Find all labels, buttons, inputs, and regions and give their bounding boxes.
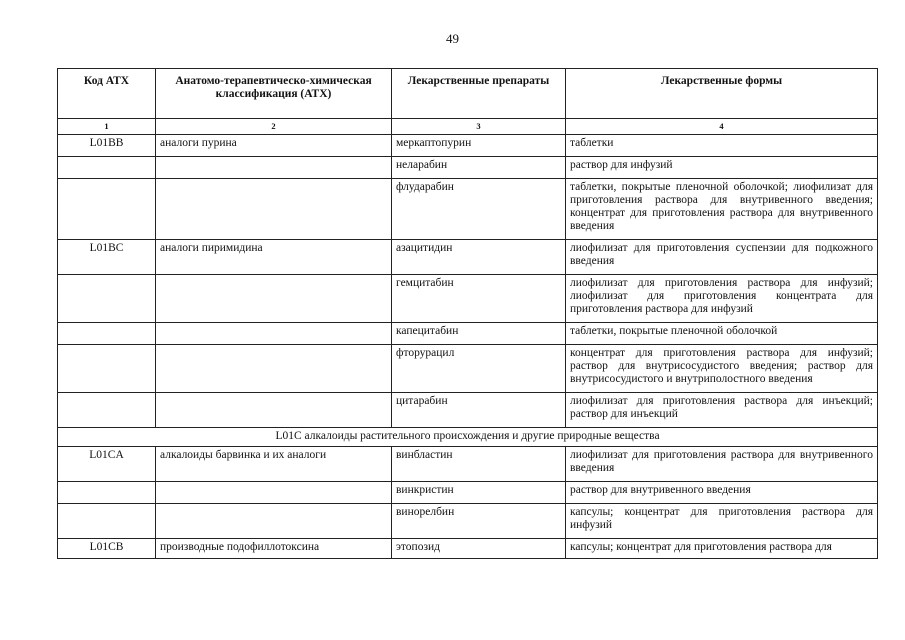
column-number: 2	[156, 119, 392, 135]
atx-code-cell	[58, 157, 156, 179]
drug-cell: винкристин	[392, 482, 566, 504]
forms-cell: концентрат для приготовления раствора для инфузий; раствор для внутрисосудистого введения; раствор для внутрисосудистого и внутриполостного введения	[566, 345, 878, 393]
classification-cell	[156, 393, 392, 428]
column-number-row	[58, 119, 878, 135]
classification-cell: производные подофиллотоксина	[156, 539, 392, 559]
atx-code-cell	[58, 179, 156, 240]
drug-cell: капецитабин	[392, 323, 566, 345]
header-classification: Анатомо-терапевтическо-химическая классификация (АТХ)	[156, 69, 392, 119]
forms-cell: лиофилизат для приготовления раствора для внутривенного введения	[566, 447, 878, 482]
drug-cell: винорелбин	[392, 504, 566, 539]
forms-cell: капсулы; концентрат для приготовления раствора для	[566, 539, 878, 559]
atx-code-cell: L01BB	[58, 135, 156, 157]
classification-cell	[156, 482, 392, 504]
drug-cell: этопозид	[392, 539, 566, 559]
forms-cell: раствор для инфузий	[566, 157, 878, 179]
classification-cell: аналоги пиримидина	[156, 240, 392, 275]
drug-cell: винбластин	[392, 447, 566, 482]
atx-code-cell	[58, 345, 156, 393]
classification-cell	[156, 179, 392, 240]
column-number: 4	[566, 119, 878, 135]
classification-cell: аналоги пурина	[156, 135, 392, 157]
group-heading: L01C алкалоиды растительного происхождения и другие природные вещества	[58, 428, 878, 447]
classification-cell	[156, 157, 392, 179]
page-number: 49	[446, 31, 459, 46]
classification-cell	[156, 504, 392, 539]
forms-cell: лиофилизат для приготовления суспензии для подкожного введения	[566, 240, 878, 275]
forms-cell: лиофилизат для приготовления раствора для инфузий; лиофилизат для приготовления концентрата для приготовления раствора для инфузий	[566, 275, 878, 323]
forms-cell: капсулы; концентрат для приготовления раствора для инфузий	[566, 504, 878, 539]
group-heading-row	[58, 428, 878, 447]
column-number: 3	[392, 119, 566, 135]
atx-code-cell	[58, 504, 156, 539]
drug-cell: цитарабин	[392, 393, 566, 428]
header-code: Код АТХ	[58, 69, 156, 119]
table-row	[58, 179, 878, 240]
classification-cell	[156, 275, 392, 323]
forms-cell: раствор для внутривенного введения	[566, 482, 878, 504]
atx-code-cell	[58, 482, 156, 504]
table-row	[58, 275, 878, 323]
atx-code-cell	[58, 393, 156, 428]
atx-code-cell	[58, 275, 156, 323]
header-forms: Лекарственные формы	[566, 69, 878, 119]
drug-cell: азацитидин	[392, 240, 566, 275]
table-row	[58, 504, 878, 539]
table-row	[58, 393, 878, 428]
table-row	[58, 157, 878, 179]
header-drugs: Лекарственные препараты	[392, 69, 566, 119]
column-number: 1	[58, 119, 156, 135]
table-row	[58, 135, 878, 157]
atx-code-cell	[58, 323, 156, 345]
classification-cell	[156, 345, 392, 393]
classification-cell	[156, 323, 392, 345]
forms-cell: таблетки	[566, 135, 878, 157]
forms-cell: лиофилизат для приготовления раствора для инъекций; раствор для инъекций	[566, 393, 878, 428]
atx-code-cell: L01CA	[58, 447, 156, 482]
table-row	[58, 482, 878, 504]
table-row	[58, 240, 878, 275]
atx-table	[57, 68, 878, 559]
table-row	[58, 539, 878, 559]
classification-cell: алкалоиды барвинка и их аналоги	[156, 447, 392, 482]
header-row	[58, 69, 878, 119]
atx-code-cell: L01CB	[58, 539, 156, 559]
drug-cell: гемцитабин	[392, 275, 566, 323]
drug-cell: меркаптопурин	[392, 135, 566, 157]
forms-cell: таблетки, покрытые пленочной оболочкой; лиофилизат для приготовления раствора для внутривенного введения; концентрат для приготовления раствора для внутривенного введения	[566, 179, 878, 240]
table-row	[58, 447, 878, 482]
drug-cell: фторурацил	[392, 345, 566, 393]
drug-cell: неларабин	[392, 157, 566, 179]
table-row	[58, 345, 878, 393]
drug-cell: флударабин	[392, 179, 566, 240]
atx-code-cell: L01BC	[58, 240, 156, 275]
table-row	[58, 323, 878, 345]
forms-cell: таблетки, покрытые пленочной оболочкой	[566, 323, 878, 345]
